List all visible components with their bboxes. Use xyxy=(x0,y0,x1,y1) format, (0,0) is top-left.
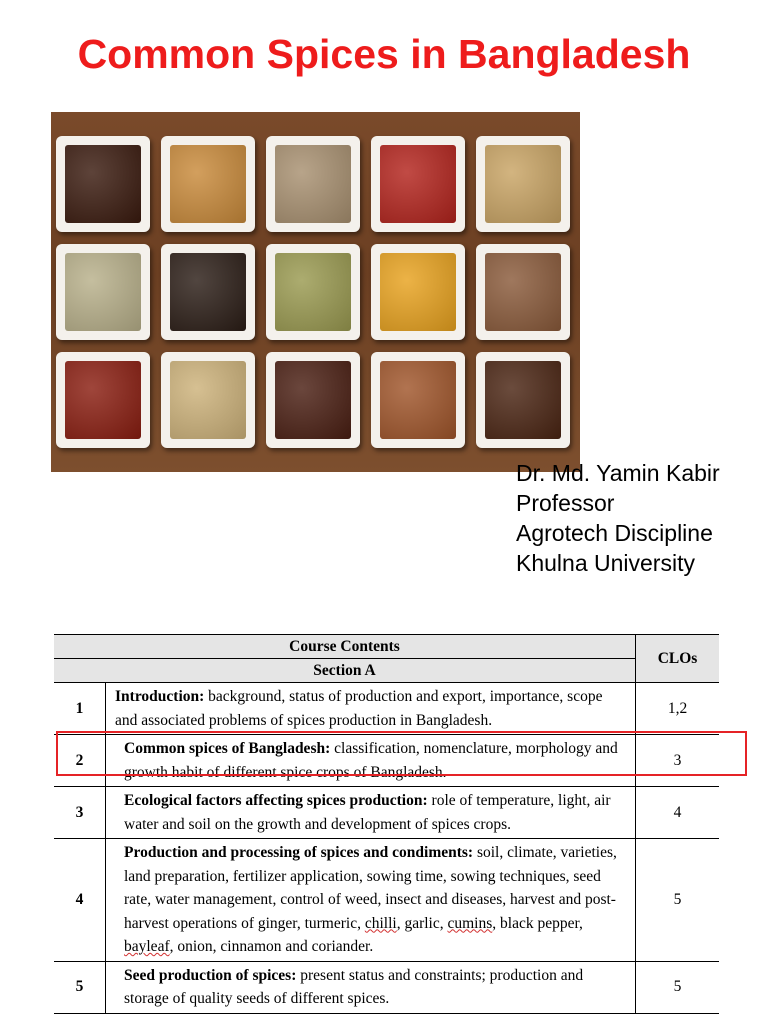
table-header-row xyxy=(54,635,719,659)
table-row xyxy=(54,839,719,962)
row-content xyxy=(106,839,636,962)
row-body: soil, climate, varieties, land preparation, fertilizer application, sowing time, sowing techniques, seed rate, water management, control of weed, insect and diseases, harvest and post-harvest operations of ginger, turmeric, xyxy=(124,844,617,932)
row-body: , garlic, xyxy=(396,914,448,932)
author-name: Dr. Md. Yamin Kabir xyxy=(516,460,720,486)
bowl-coriander xyxy=(170,361,246,439)
row-heading: Common spices of Bangladesh: xyxy=(124,740,331,757)
bowl-cloves xyxy=(65,145,141,223)
row-number: 5 xyxy=(54,961,106,1013)
spice-bowl xyxy=(371,352,465,448)
row-number: 4 xyxy=(54,839,106,962)
header-section-a: Section A xyxy=(54,659,636,683)
row-number: 1 xyxy=(54,683,106,735)
spice-bowl xyxy=(476,244,570,340)
bowl-dried-chillies xyxy=(65,361,141,439)
author-department: Agrotech Discipline xyxy=(516,520,713,546)
spice-bowl xyxy=(56,352,150,448)
bowl-star-anise xyxy=(485,361,561,439)
bowl-cumin xyxy=(275,145,351,223)
highlight-box-row-2 xyxy=(56,731,747,776)
bowl-cinnamon xyxy=(380,361,456,439)
spice-bowl xyxy=(56,244,150,340)
row-body: role of temperature, light, air water and soil on the growth and development of spices crops. xyxy=(124,792,611,833)
spice-bowl xyxy=(476,136,570,232)
table-section-row xyxy=(54,659,719,683)
spice-bowl xyxy=(161,352,255,448)
row-heading: Ecological factors affecting spices production: xyxy=(124,792,428,809)
row-body: background, status of production and export, importance, scope and associated problems of spices production in Bangladesh. xyxy=(115,688,603,729)
bowl-chilli-powder xyxy=(380,145,456,223)
bowl-mace-nutmeg xyxy=(170,145,246,223)
author-block xyxy=(516,458,766,578)
row-body: classification, nomenclature, morphology and growth habit of different spice crops of Bangladesh. xyxy=(124,740,618,781)
row-clos: 1,2 xyxy=(636,683,720,735)
spellcheck-word: cumins xyxy=(447,914,493,932)
row-number: 3 xyxy=(54,787,106,839)
spice-bowl xyxy=(56,136,150,232)
spellcheck-word: chilli xyxy=(364,914,397,932)
row-content xyxy=(106,683,636,735)
table-row xyxy=(54,683,719,735)
row-heading: Introduction: xyxy=(115,688,205,705)
row-clos: 4 xyxy=(636,787,720,839)
bowl-fennel xyxy=(65,253,141,331)
row-body: , black pepper, xyxy=(492,914,583,932)
bowl-nutmeg xyxy=(485,253,561,331)
spice-bowl xyxy=(161,136,255,232)
row-content xyxy=(106,787,636,839)
row-body: present status and constraints; production and storage of quality seeds of different spices. xyxy=(124,966,584,1007)
bowl-black-pepper xyxy=(170,253,246,331)
row-clos: 5 xyxy=(636,961,720,1013)
header-clos: CLOs xyxy=(636,635,720,683)
row-body: , onion, cinnamon and coriander. xyxy=(169,938,374,955)
bowl-black-cumin xyxy=(275,361,351,439)
page-title: Common Spices in Bangladesh xyxy=(77,31,691,77)
author-position: Professor xyxy=(516,490,615,516)
row-heading: Production and processing of spices and condiments: xyxy=(124,844,474,861)
spice-bowl xyxy=(161,244,255,340)
course-contents-table xyxy=(54,634,719,1014)
row-number: 2 xyxy=(54,735,106,787)
row-heading: Seed production of spices: xyxy=(124,966,297,984)
spice-bowls-photo xyxy=(51,112,580,472)
spice-bowl xyxy=(266,136,360,232)
table-row xyxy=(54,787,719,839)
spice-bowl xyxy=(266,244,360,340)
row-content xyxy=(106,961,636,1013)
header-course-contents: Course Contents xyxy=(54,635,636,659)
spice-bowl xyxy=(476,352,570,448)
bowl-fenugreek xyxy=(485,145,561,223)
bowl-turmeric xyxy=(380,253,456,331)
table-row xyxy=(54,961,719,1013)
spice-bowl xyxy=(371,136,465,232)
bowl-cardamom xyxy=(275,253,351,331)
spice-bowl xyxy=(371,244,465,340)
row-clos: 3 xyxy=(636,735,720,787)
author-institution: Khulna University xyxy=(516,550,695,576)
spellcheck-word: bayleaf xyxy=(124,938,170,955)
spice-bowl xyxy=(266,352,360,448)
row-clos: 5 xyxy=(636,839,720,962)
